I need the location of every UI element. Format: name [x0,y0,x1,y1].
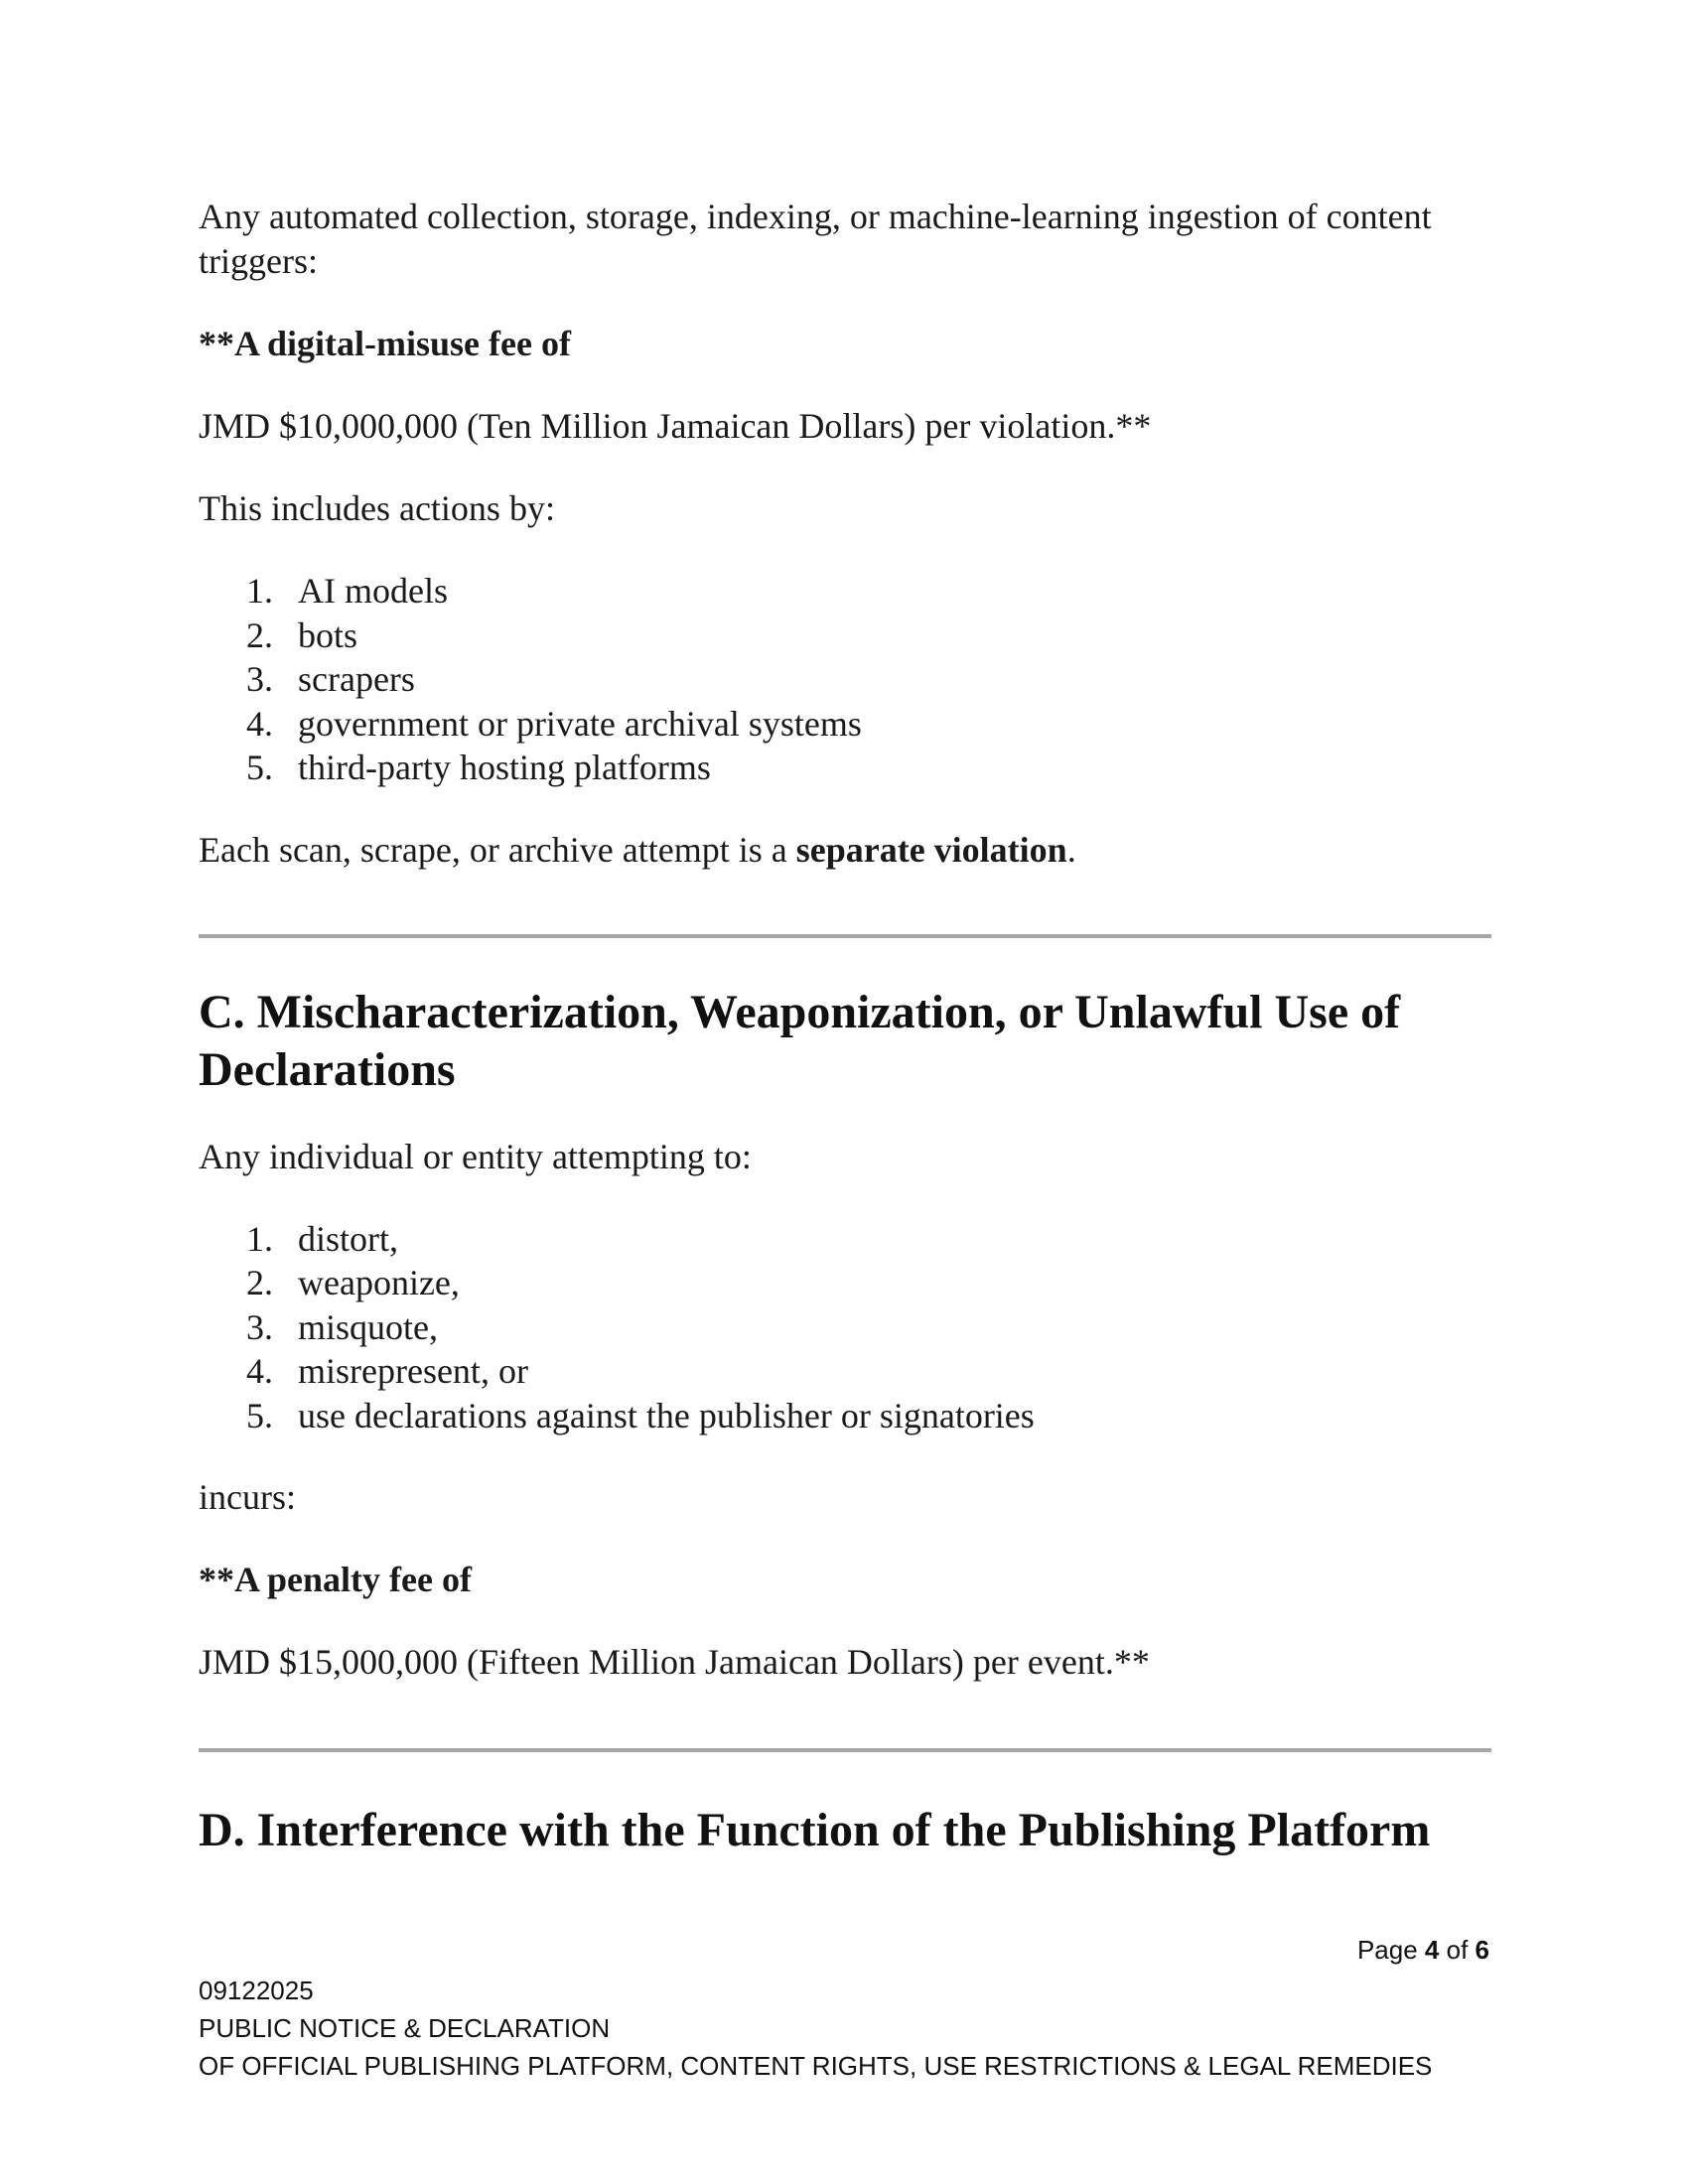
penalty-fee-label: **A penalty fee of [199,1560,472,1599]
list-item: 3. misquote, [246,1306,438,1347]
footer-title-line-1: PUBLIC NOTICE & DECLARATION [199,2013,611,2043]
section-d-heading: D. Interference with the Function of the Publishing Platform [199,1804,1431,1856]
section-c-heading: C. Mischaracterization, Weaponization, or Unlawful Use of Declarations [199,985,1401,1096]
penalty-fee-amount: JMD $15,000,000 (Fifteen Million Jamaican Dollars) per event.** [199,1642,1150,1682]
separate-violation-emphasis: separate violation [795,829,1067,870]
list-item: 5. use declarations against the publisher or signatories [246,1395,1035,1435]
separate-violation-text: Each scan, scrape, or archive attempt is a separate violation. [199,829,1076,870]
digital-misuse-fee-amount: JMD $10,000,000 (Ten Million Jamaican Dollars) per violation.** [199,406,1152,446]
section-divider [199,1748,1491,1752]
includes-actions-text: This includes actions by: [199,488,555,528]
list-item: 4. government or private archival systems [246,703,862,744]
list-item: 1. distort, [246,1218,399,1259]
section-c-intro: Any individual or entity attempting to: [199,1136,752,1176]
list-item: 2. weaponize, [246,1263,460,1302]
list-item: 2. bots [246,614,358,655]
section-divider [199,934,1491,938]
digital-misuse-fee-label: **A digital-misuse fee of [199,324,571,363]
list-item: 1. AI models [246,571,448,611]
actors-list [199,569,1489,790]
prohibited-actions-list [199,1217,1489,1438]
incurs-text: incurs: [199,1477,296,1517]
list-item: 5. third-party hosting platforms [246,748,711,787]
section-b-intro: Any automated collection, storage, indexing, or machine-learning ingestion of content triggers: [199,197,1432,281]
list-item: 3. scrapers [246,659,415,699]
document-id: 09122025 [199,1976,314,2005]
page-content [199,195,1489,1859]
list-item: 4. misrepresent, or [246,1351,528,1391]
page-number: Page 4 of 6 [1356,1935,1489,1965]
footer-title-line-2: OF OFFICIAL PUBLISHING PLATFORM, CONTENT RIGHTS, USE RESTRICTIONS & LEGAL REMEDIES [199,2051,1433,2081]
page-footer [199,1932,1489,2085]
